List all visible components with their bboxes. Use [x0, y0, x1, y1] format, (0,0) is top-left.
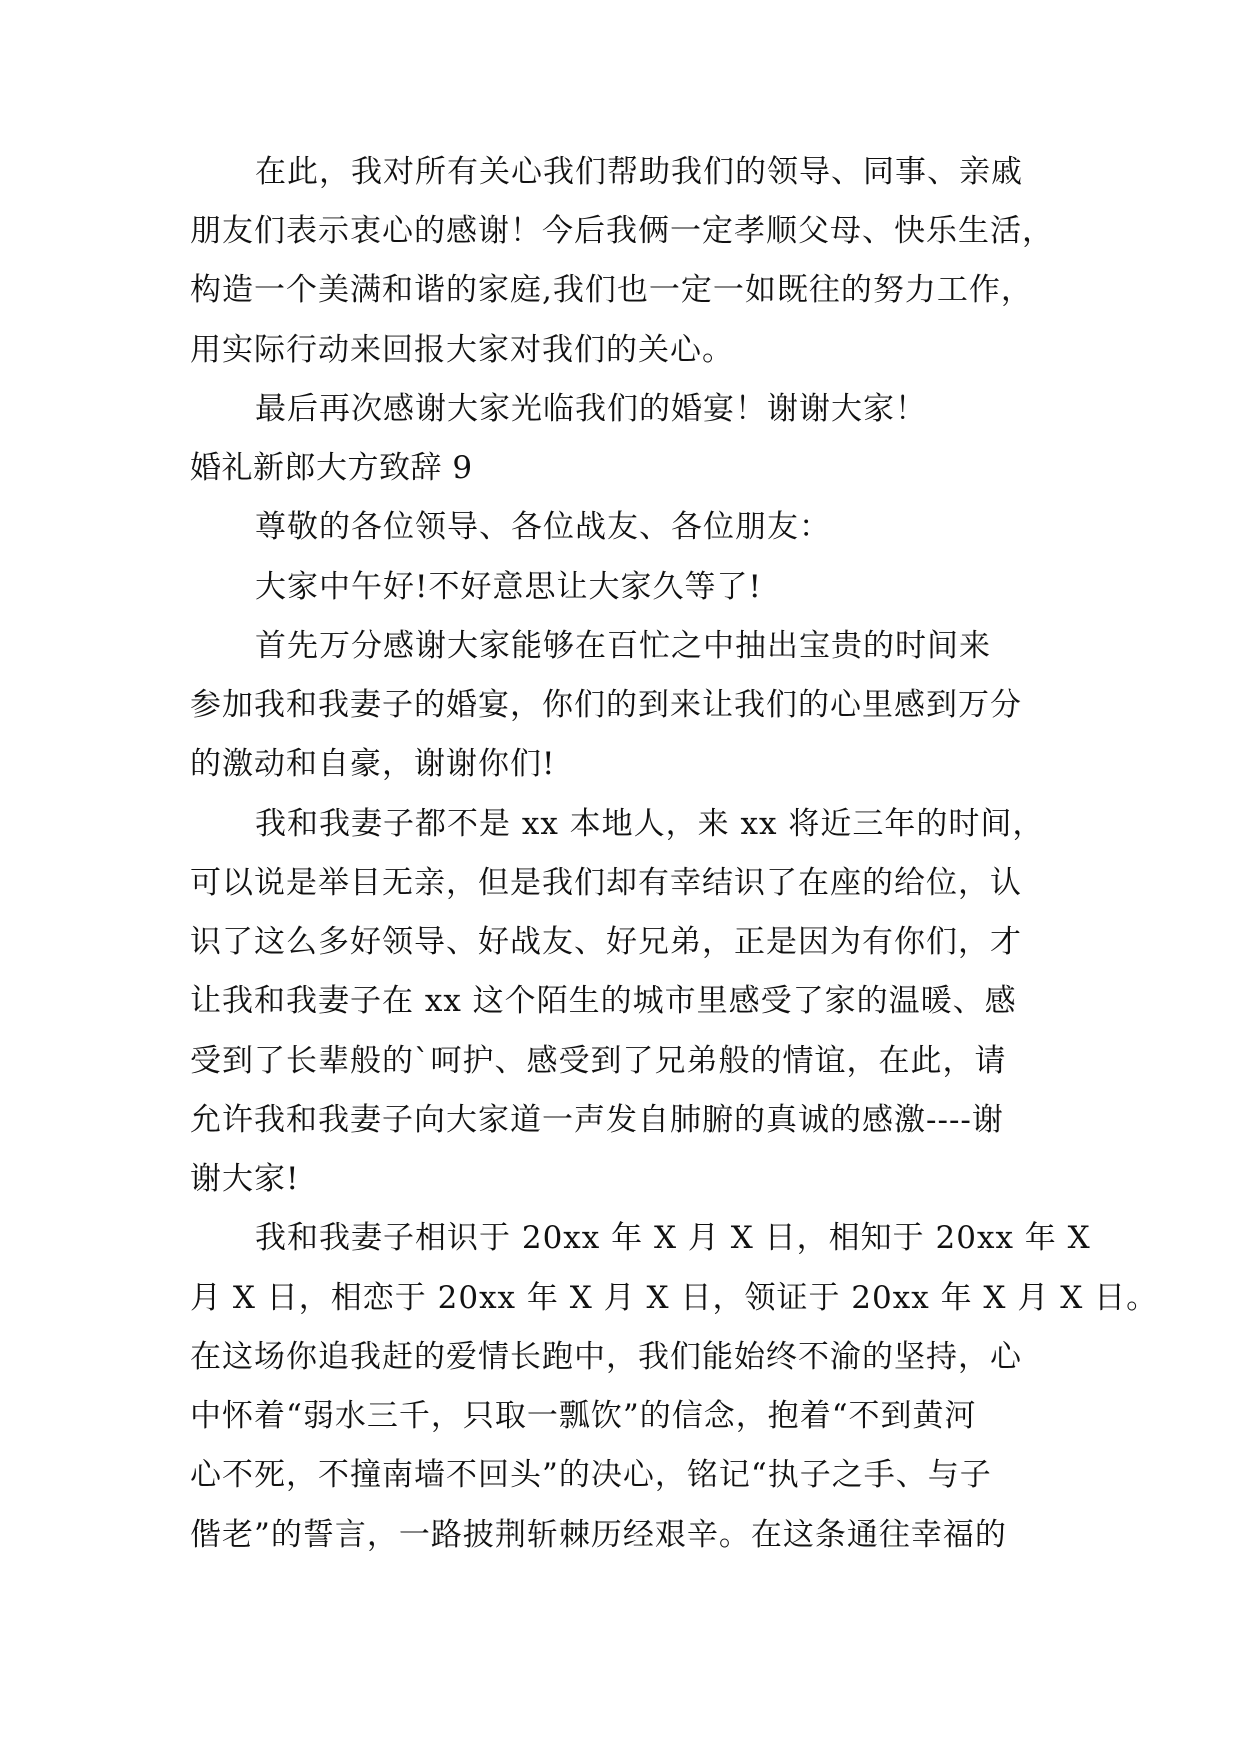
- section-heading: 婚礼新郎大方致辞 9: [190, 450, 473, 486]
- text-line: 我和我妻子都不是 xx 本地人，来 xx 将近三年的时间，: [255, 806, 1045, 842]
- text-line: 心不死，不撞南墙不回头”的决心，铭记“执子之手、与子: [190, 1457, 992, 1493]
- text-line: 在此，我对所有关心我们帮助我们的领导、同事、亲戚: [255, 154, 1023, 190]
- text-line: 偕老”的誓言，一路披荆斩棘历经艰辛。在这条通往幸福的: [190, 1517, 1007, 1553]
- text-line: 参加我和我妻子的婚宴，你们的到来让我们的心里感到万分: [190, 687, 1022, 723]
- text-line: 最后再次感谢大家光临我们的婚宴！谢谢大家！: [255, 391, 927, 427]
- text-line: 允许我和我妻子向大家道一声发自肺腑的真诚的感激----谢: [190, 1102, 1004, 1138]
- text-line: 大家中午好!不好意思让大家久等了!: [255, 569, 762, 605]
- text-line: 用实际行动来回报大家对我们的关心。: [190, 332, 734, 368]
- text-line: 谢大家!: [190, 1161, 300, 1197]
- text-line: 受到了长辈般的`呵护、感受到了兄弟般的情谊，在此，请: [190, 1043, 1007, 1079]
- text-line: 我和我妻子相识于 20xx 年 X 月 X 日，相知于 20xx 年 X: [255, 1220, 1091, 1256]
- text-line: 月 X 日，相恋于 20xx 年 X 月 X 日，领证于 20xx 年 X 月 X 日。: [190, 1280, 1159, 1316]
- text-line: 识了这么多好领导、好战友、好兄弟，正是因为有你们，才: [190, 924, 1022, 960]
- text-line: 在这场你追我赶的爱情长跑中，我们能始终不渝的坚持，心: [190, 1339, 1022, 1375]
- text-line: 让我和我妻子在 xx 这个陌生的城市里感受了家的温暖、感: [190, 983, 1017, 1019]
- text-line: 可以说是举目无亲，但是我们却有幸结识了在座的给位，认: [190, 865, 1022, 901]
- text-line: 构造一个美满和谐的家庭,我们也一定一如既往的努力工作，: [190, 272, 1033, 308]
- text-line: 首先万分感谢大家能够在百忙之中抽出宝贵的时间来: [255, 628, 991, 664]
- salutation: 尊敬的各位领导、各位战友、各位朋友：: [255, 509, 831, 545]
- text-line: 朋友们表示衷心的感谢！今后我俩一定孝顺父母、快乐生活，: [190, 213, 1054, 249]
- text-line: 中怀着“弱水三千，只取一瓢饮”的信念，抱着“不到黄河: [190, 1398, 977, 1434]
- text-line: 的激动和自豪，谢谢你们!: [190, 746, 556, 782]
